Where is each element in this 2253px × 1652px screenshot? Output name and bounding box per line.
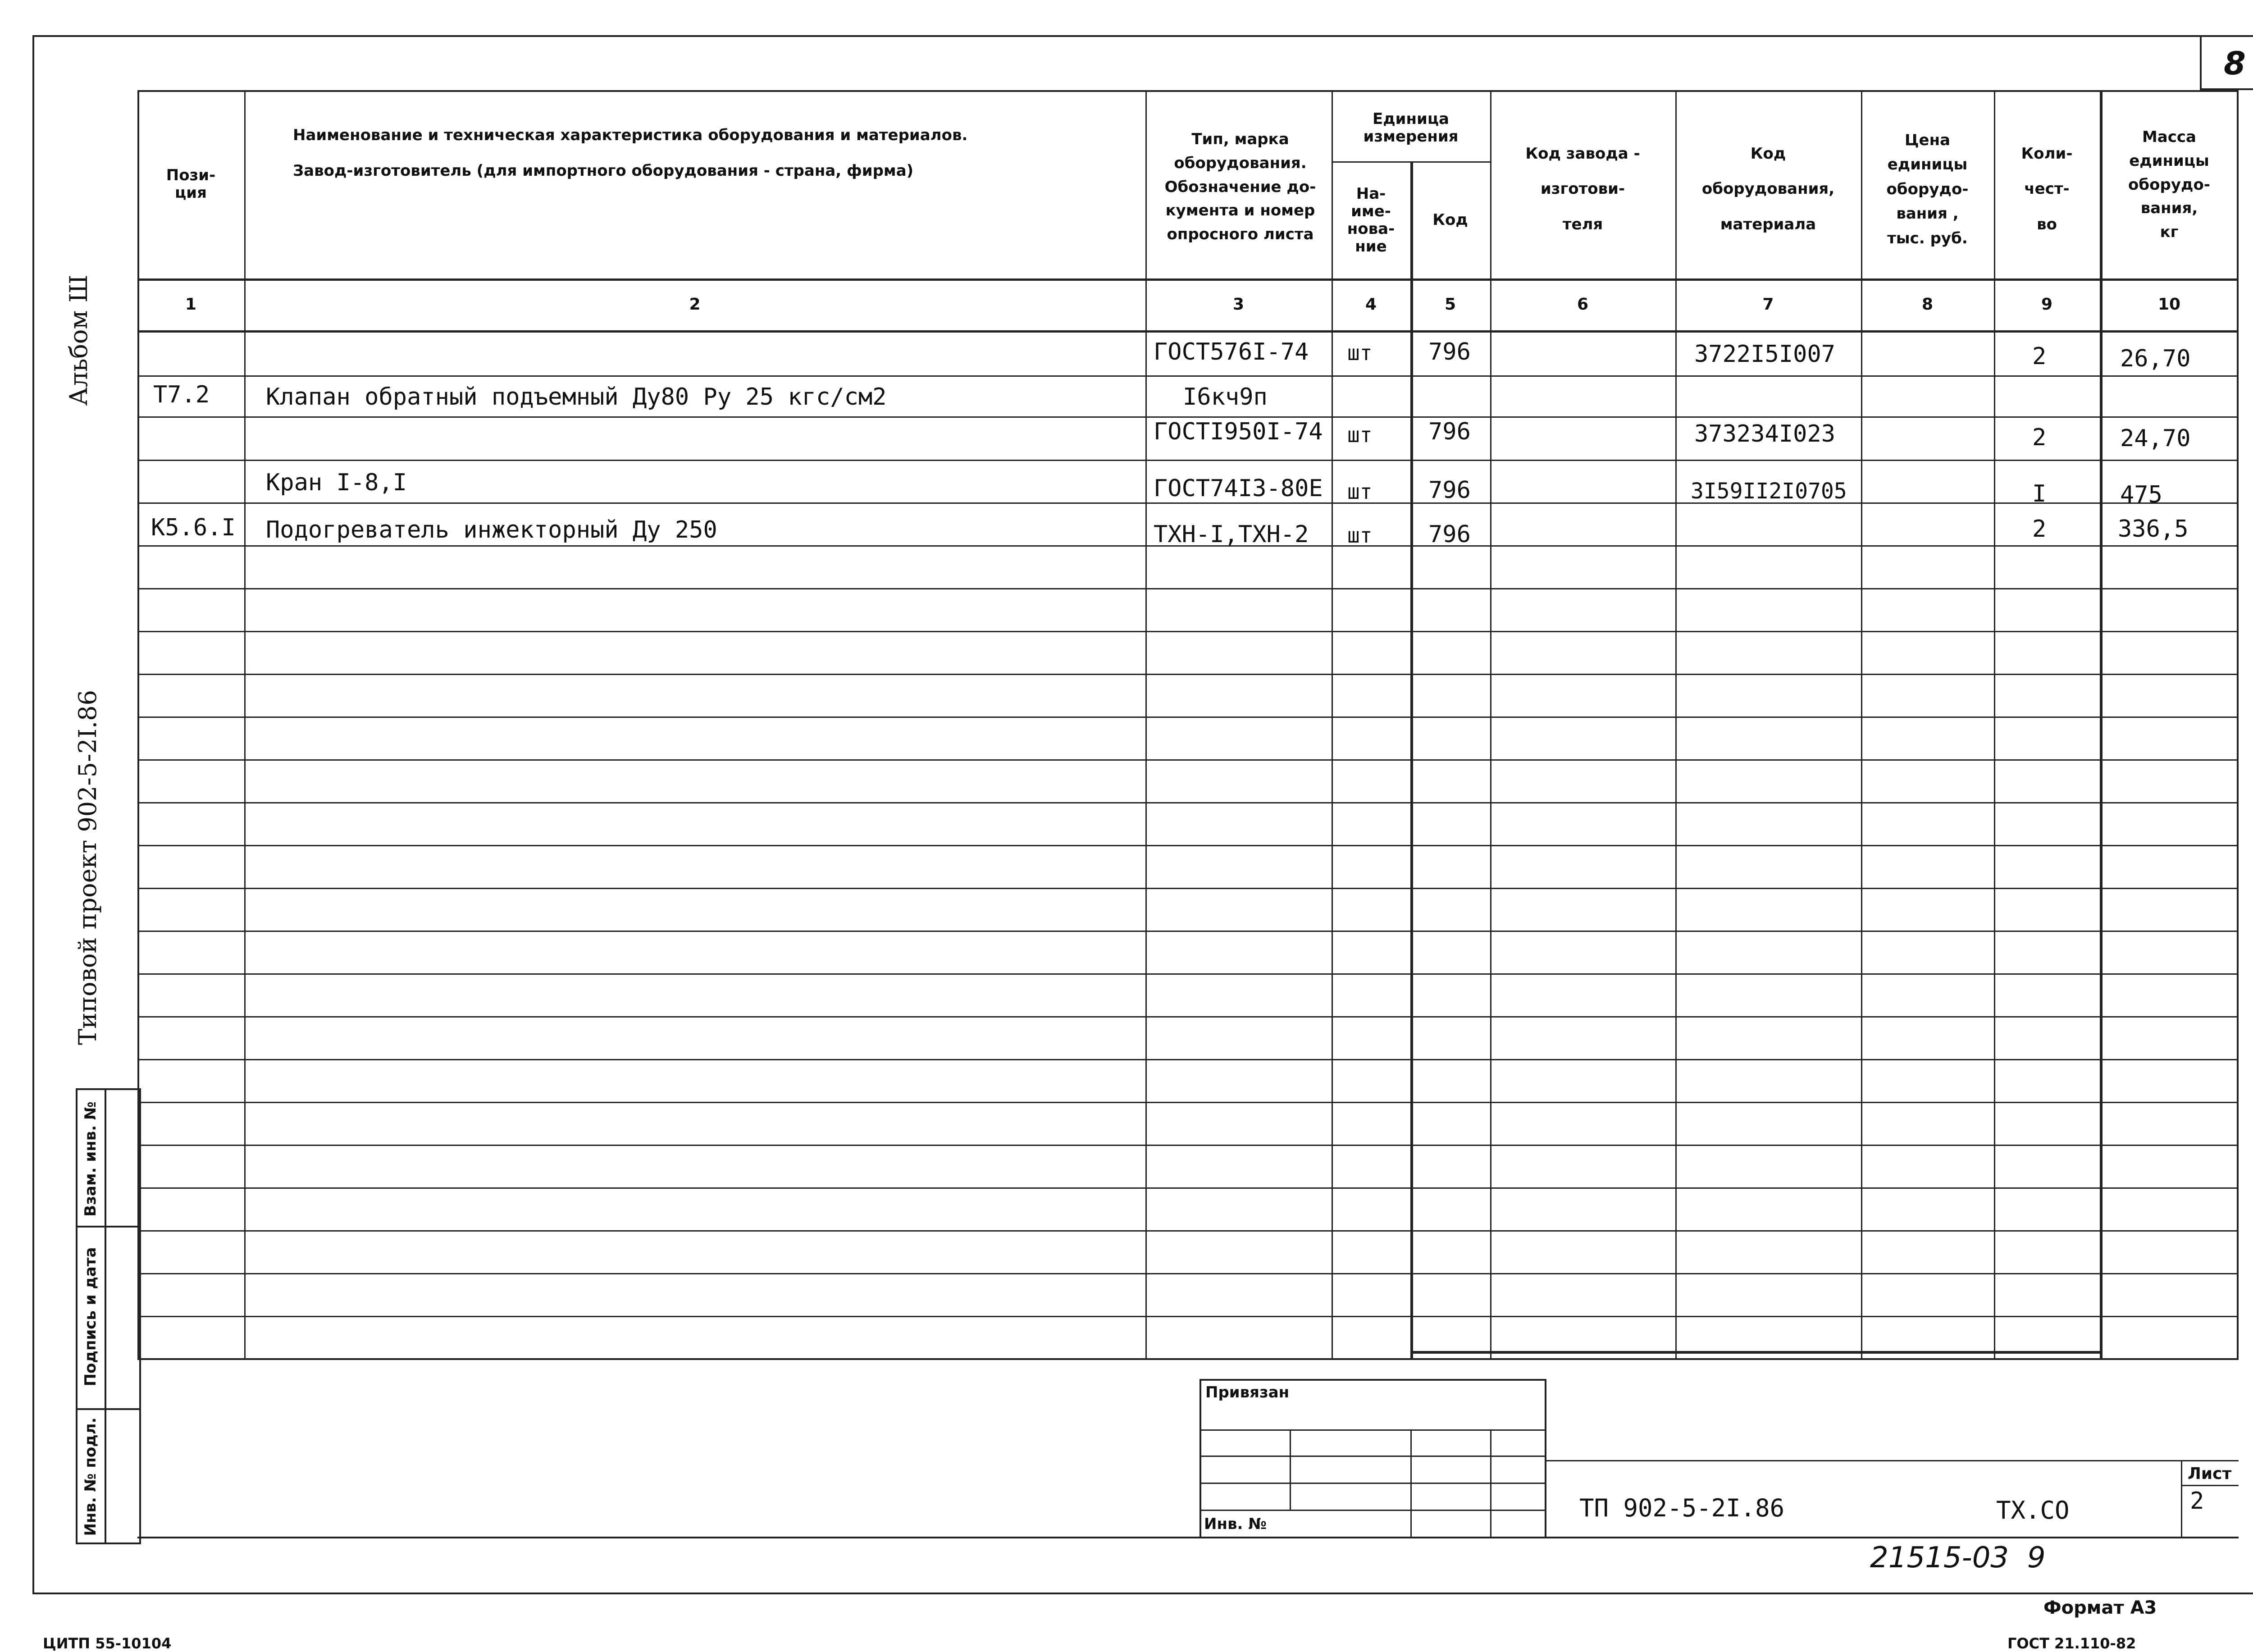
row-line — [137, 759, 2239, 761]
row-line — [137, 888, 2239, 889]
album-label: Альбом Ш — [64, 274, 93, 406]
handwritten-code: 21515-03 9 — [1870, 1541, 2046, 1574]
row4-unit: шт — [1347, 479, 1373, 504]
row5-doc: ТХН-I,ТХН-2 — [1154, 521, 1309, 548]
col-line — [1410, 162, 1413, 1360]
row-line — [137, 1102, 2239, 1103]
row-line — [137, 1316, 2239, 1317]
stamp-original-inv: Инв. № подл. — [82, 1417, 100, 1536]
row1-material: 3722I5I007 — [1694, 341, 1836, 368]
sheet-col-split — [2181, 1485, 2239, 1486]
row-line — [137, 1230, 2239, 1232]
stamp-replace-inv: Взам. инв. № — [82, 1101, 100, 1217]
privyazan-line — [1199, 1510, 1546, 1511]
privyazan-line — [1199, 1483, 1546, 1484]
title-block-bottom — [137, 1537, 2239, 1538]
row4-name: Кран I-8,I — [266, 469, 407, 496]
row3-qty: 2 — [2032, 424, 2047, 451]
row5-code: 796 — [1428, 521, 1471, 548]
colnum-10: 10 — [2157, 295, 2181, 314]
row4-qty: I — [2032, 480, 2047, 507]
header-position: Пози- ция — [166, 166, 216, 202]
row-line — [137, 931, 2239, 932]
header-price: Цена единицы оборудо- вания , тыс. руб. — [1886, 131, 1969, 247]
privyazan-box — [1199, 1379, 1546, 1537]
row-line — [137, 1016, 2239, 1018]
row5-unit: шт — [1347, 523, 1373, 548]
colnum-3: 3 — [1232, 295, 1245, 314]
row3-unit: шт — [1347, 423, 1373, 447]
header-unit-code: Код — [1432, 211, 1468, 229]
title-block-top — [1546, 1460, 2239, 1461]
row-line — [137, 716, 2239, 718]
inv-no-label: Инв. № — [1204, 1515, 1267, 1533]
row-line — [137, 1059, 2239, 1060]
privyazan-line — [1199, 1456, 1546, 1457]
header-unit: Единица измерения — [1363, 110, 1459, 146]
row-line — [137, 674, 2239, 675]
row-line — [137, 631, 2239, 632]
row1-doc: ГОСТ576I-74 — [1154, 338, 1309, 365]
designation-right: ТХ.СО — [1996, 1496, 2070, 1524]
row3-doc: ГОСТI950I-74 — [1154, 418, 1323, 445]
row3-mass: 24,70 — [2120, 425, 2191, 452]
header-unit-name: На- име- нова- ние — [1347, 184, 1395, 256]
privyazan-col — [1410, 1429, 1412, 1537]
colnum-1: 1 — [185, 295, 197, 314]
header-mass: Масса единицы оборудо- вания, кг — [2128, 128, 2210, 242]
sheet-label: Лист — [2188, 1465, 2232, 1483]
row-line — [137, 588, 2239, 589]
row2-name: Клапан обратный подъемный Ду80 Ру 25 кгс/см2 — [266, 383, 887, 411]
row-line — [137, 1187, 2239, 1189]
corner-sheet-number: 8 — [2224, 45, 2246, 82]
row-line — [137, 502, 2239, 504]
row3-material: 373234I023 — [1694, 420, 1836, 447]
header-material-code: Код оборудования, материала — [1701, 145, 1835, 233]
row1-unit: шт — [1347, 341, 1373, 365]
row2-position: Т7.2 — [153, 381, 210, 408]
colnum-bottom-line — [137, 330, 2239, 333]
bottom-left-partial: ЦИТП 55-10104 — [43, 1635, 172, 1652]
row-line — [137, 375, 2239, 377]
row4-code: 796 — [1428, 477, 1471, 504]
bold-bottom-line — [1410, 1351, 2101, 1354]
row3-code: 796 — [1428, 418, 1471, 445]
colnum-2: 2 — [689, 295, 701, 314]
row-line — [137, 1145, 2239, 1146]
privyazan-col — [1290, 1429, 1291, 1510]
colnum-8: 8 — [1921, 295, 1934, 314]
privyazan-line — [1199, 1429, 1546, 1431]
row5-qty: 2 — [2032, 516, 2047, 543]
colnum-9: 9 — [2041, 295, 2053, 314]
row-line — [137, 802, 2239, 803]
header-name: Наименование и техническая характеристика оборудования и материалов. Завод-изготовитель (для импортного оборудования - страна, фирма) — [293, 126, 968, 180]
row1-qty: 2 — [2032, 343, 2047, 370]
row4-mass: 475 — [2120, 481, 2162, 508]
privyazan-label: Привязан — [1205, 1383, 1290, 1401]
row-line — [137, 973, 2239, 975]
row4-material: 3I59II2I0705 — [1691, 479, 1847, 504]
header-quantity: Коли- чест- во — [2021, 145, 2073, 233]
row5-mass: 336,5 — [2118, 516, 2189, 543]
format-label: Формат А3 — [2043, 1597, 2157, 1618]
stamp-signature-date: Подпись и дата — [82, 1247, 100, 1387]
sheet-col-line — [2181, 1460, 2182, 1537]
colnum-4: 4 — [1365, 295, 1377, 314]
row-line — [137, 460, 2239, 461]
row-line — [137, 845, 2239, 846]
row5-position: К5.6.I — [151, 514, 236, 541]
project-label: Типовой проект 902-5-2I.86 — [73, 690, 102, 1045]
colnum-5: 5 — [1444, 295, 1456, 314]
row5-name: Подогреватель инжекторный Ду 250 — [266, 516, 717, 543]
colnum-7: 7 — [1762, 295, 1774, 314]
row4-doc: ГОСТ74I3-80Е — [1154, 475, 1323, 502]
colnum-6: 6 — [1577, 295, 1589, 314]
row-line — [137, 416, 2239, 418]
bottom-right-partial: ГОСТ 21.110-82 — [2007, 1635, 2136, 1652]
row1-code: 796 — [1428, 338, 1471, 365]
privyazan-col — [1490, 1429, 1491, 1537]
row2-doc: I6кч9п — [1183, 383, 1268, 411]
sheet-number: 2 — [2190, 1488, 2204, 1515]
header-type-doc: Тип, марка оборудования. Обозначение до- кумента и номер опросного листа — [1164, 130, 1316, 244]
row1-mass: 26,70 — [2120, 345, 2191, 372]
header-plant-code: Код завода - изготови- теля — [1525, 145, 1640, 233]
header-bottom-line — [137, 278, 2239, 281]
designation-left: ТП 902-5-2I.86 — [1579, 1494, 1785, 1522]
row-line — [137, 1273, 2239, 1274]
